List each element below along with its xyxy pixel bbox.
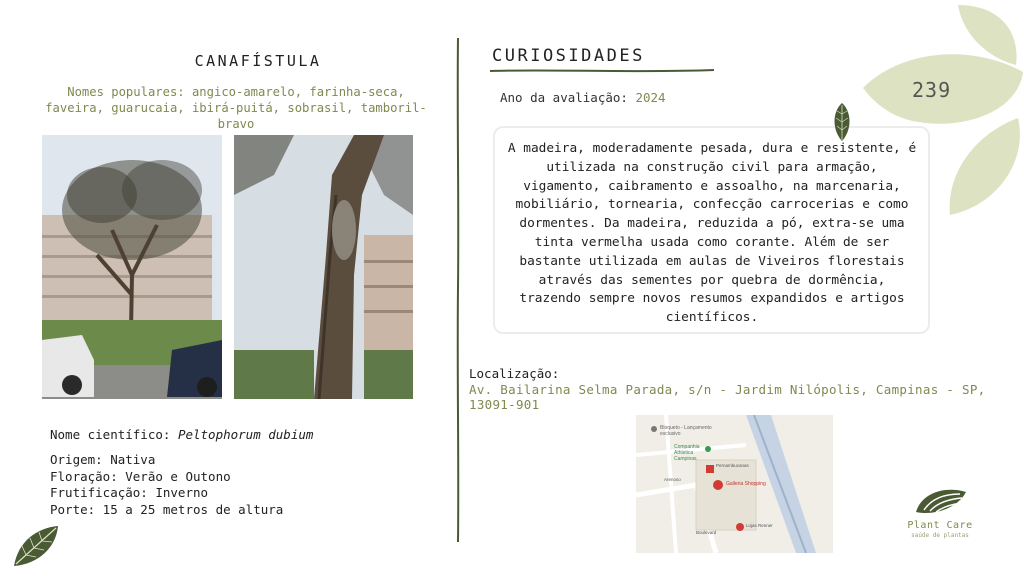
plant-facts (50, 452, 283, 518)
year-label: Ano da avaliação: (500, 90, 636, 105)
leaf-icon (832, 102, 852, 142)
map-label-bloqueto: Bloqueto - Lançamento exclusivo (660, 425, 712, 437)
curiosities-title: CURIOSIDADES (492, 46, 645, 66)
map-label-pernambucanas: Pernambucanas (716, 463, 749, 468)
logo-leaf-icon (912, 486, 968, 516)
curiosity-text: A madeira, moderadamente pesada, dura e resistente, é utilizada na construção civil para armação, vigamento, caibramento e assoalho, na marcenaria, mobiliário, tornearia, confecção carrocerias e como dormentes. Da madeira, reduzida a pó, extra-se uma tinta vermelha usada como corante. Além de ser bastante utilizada em aulas de Viveiros florestais através das sementes por quebra de dormência, trazendo sempre novos resumos expandidos e artigos científicos. (507, 141, 917, 326)
column-divider (455, 38, 461, 542)
location-map[interactable] (636, 415, 833, 553)
plant-care-logo (900, 486, 980, 539)
location-label: Localização: (469, 366, 560, 381)
tree-photo (42, 135, 222, 399)
scientific-name-value: Peltophorum dubium (177, 427, 314, 442)
map-label-arenoso: Arenoso (664, 477, 681, 482)
leaf-icon (12, 524, 60, 568)
logo-subtitle: saúde de plantas (911, 532, 969, 539)
trunk-photo (234, 135, 413, 399)
evaluation-year (500, 90, 666, 105)
popular-names: Nomes populares: angico-amarelo, farinha-seca, faveira, guarucaia, ibirá-puitá, sobrasil, tamboril-bravo (45, 85, 427, 131)
title-underline (490, 68, 714, 74)
logo-name: Plant Care (907, 520, 973, 531)
fact-size: Porte: 15 a 25 metros de altura (50, 501, 284, 517)
map-label-renner: Lojas Renner (746, 523, 773, 528)
plant-title: CANAFÍSTULA (194, 52, 322, 70)
map-label-boulevard: Boulevard (696, 530, 717, 535)
year-value: 2024 (635, 90, 666, 105)
page-number: 239 (912, 78, 952, 102)
fact-flowering: Floração: Verão e Outono (50, 468, 231, 484)
scientific-name (50, 427, 313, 442)
scientific-label: Nome científico: (50, 427, 178, 442)
map-label-galleria: Galleria Shopping (726, 481, 766, 487)
location-address: Av. Bailarina Selma Parada, s/n - Jardim Nilópolis, Campinas - SP, 13091-901 (469, 382, 986, 412)
map-label-athletica: Companhia Athletica Campinas (674, 444, 700, 462)
fact-origin: Origem: Nativa (50, 452, 156, 467)
fact-fruiting: Frutificação: Inverno (50, 485, 209, 500)
